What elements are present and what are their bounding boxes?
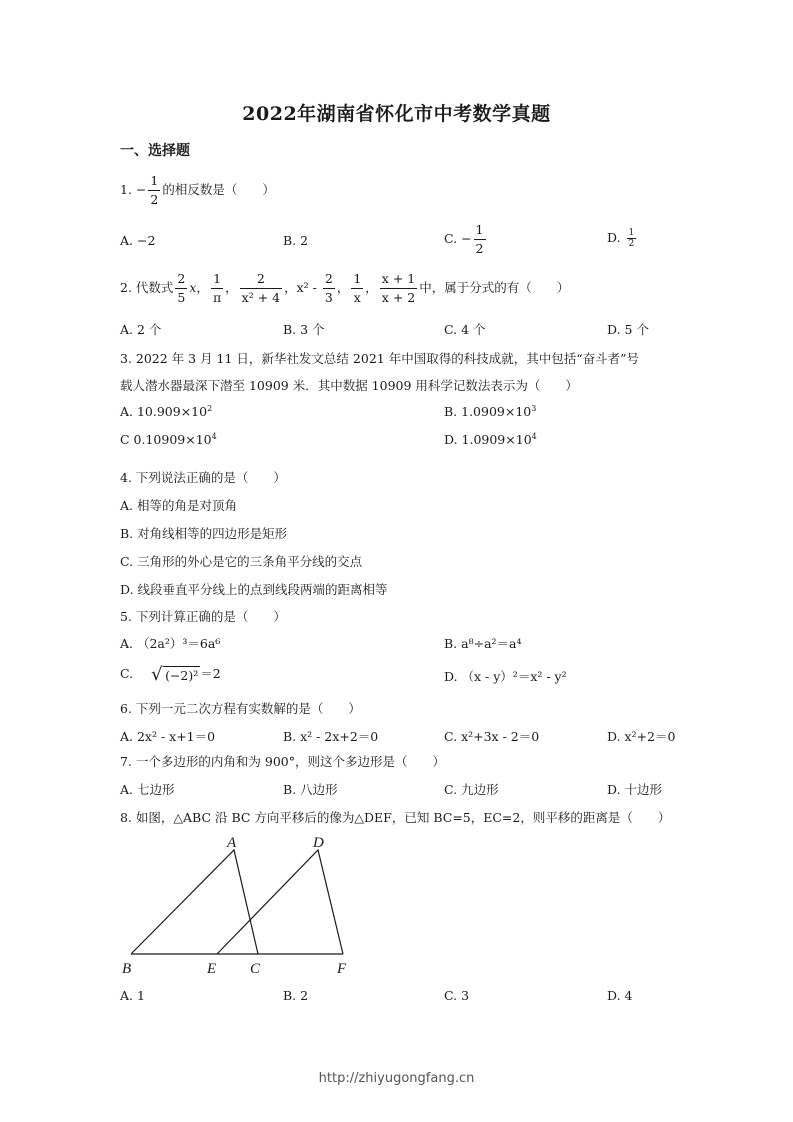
q4-option-a: A. 相等的角是对顶角 — [120, 498, 237, 513]
question-1-stem — [120, 172, 275, 209]
q2-f4-den: 3 — [324, 290, 333, 305]
q1-c-num: 1 — [474, 221, 486, 240]
q6-option-c: C. x²+3x - 2＝0 — [444, 729, 540, 744]
label-a: A — [227, 835, 237, 851]
section-heading: 一、选择题 — [120, 143, 190, 159]
q2-f1-num: 2 — [175, 270, 187, 289]
q7-option-a: A. 七边形 — [120, 782, 175, 797]
q2-x: x — [189, 280, 197, 295]
q8-stem: 8. 如图，△ABC 沿 BC 方向平移后的像为△DEF，已知 BC=5，EC=2，则平移的距离是（ ） — [120, 810, 671, 825]
q1-frac-den: 2 — [150, 192, 159, 207]
q3-option-c — [120, 432, 217, 447]
q7-stem: 7. 一个多边形的内角和为 900°，则这个多边形是（ ） — [120, 754, 445, 769]
q2-option-d: D. 5 个 — [607, 322, 649, 337]
q2-option-a: A. 2 个 — [120, 322, 162, 337]
q2-f2-den: π — [212, 290, 222, 305]
q2-f6-num: x + 1 — [380, 270, 417, 289]
q3-b-exp: 3 — [531, 404, 537, 413]
q1-c-prefix: C. − — [444, 231, 472, 246]
q1-suffix: 的相反数是（ ） — [162, 182, 275, 197]
label-d: D — [313, 835, 324, 851]
q5-option-b: B. a⁸÷a²＝a⁴ — [444, 636, 522, 651]
page-title: 2022年湖南省怀化市中考数学真题 — [242, 103, 551, 125]
q2-f2-num: 1 — [211, 270, 223, 289]
q3-option-d — [444, 432, 537, 447]
q4-option-c: C. 三角形的外心是它的三条角平分线的交点 — [120, 554, 363, 569]
q3-line-2: 载人潜水器最深下潜至 10909 米．其中数据 10909 用科学记数法表示为（ ） — [120, 378, 578, 393]
question-2-stem — [120, 270, 569, 307]
q1-option-d — [607, 228, 638, 249]
q8-option-b: B. 2 — [283, 988, 309, 1003]
q4-stem: 4. 下列说法正确的是（ ） — [120, 470, 286, 485]
q7-option-b: B. 八边形 — [283, 782, 338, 797]
q5-option-c — [120, 664, 221, 683]
q2-option-c: C. 4 个 — [444, 322, 486, 337]
q6-stem: 6. 下列一元二次方程有实数解的是（ ） — [120, 701, 361, 716]
q3-line-1: 3. 2022 年 3 月 11 日，新华社发文总结 2021 年中国取得的科技成就，其中包括“奋斗者”号 — [120, 351, 639, 366]
label-e: E — [207, 961, 217, 977]
q7-option-c: C. 九边形 — [444, 782, 499, 797]
q2-f4-num: 2 — [323, 270, 335, 289]
q2-f3-num: 2 — [240, 270, 282, 289]
q5-stem: 5. 下列计算正确的是（ ） — [120, 609, 286, 624]
sqrt-symbol: √ (−2)² — [151, 664, 199, 685]
q2-f6-den: x + 2 — [381, 290, 416, 305]
q2-prefix: 2. 代数式 — [120, 280, 174, 295]
q8-option-d: D. 4 — [607, 988, 633, 1003]
q5-option-a: A. （2a²）³＝6a⁶ — [120, 636, 221, 651]
q1-frac-num: 1 — [148, 172, 160, 191]
q2-comma: ， — [196, 280, 209, 295]
q2-f5-den: x — [353, 290, 361, 305]
q5-c-label: C. — [120, 666, 134, 681]
q1-d-den: 2 — [628, 239, 635, 249]
q3-d-exp: 4 — [531, 432, 537, 441]
label-c: C — [250, 961, 261, 977]
q2-comma: ， — [365, 280, 378, 295]
q3-option-b — [444, 404, 536, 419]
q7-option-d: D. 十边形 — [607, 782, 663, 797]
q1-fraction — [148, 172, 160, 209]
q4-option-b: B. 对角线相等的四边形是矩形 — [120, 526, 288, 541]
q4-option-d: D. 线段垂直平分线上的点到线段两端的距离相等 — [120, 582, 388, 597]
q8-option-a: A. 1 — [120, 988, 145, 1003]
q2-term4: x² - — [296, 280, 321, 295]
q6-option-a: A. 2x² - x+1＝0 — [120, 729, 216, 744]
q3-b-text: B. 1.0909×10 — [444, 404, 532, 420]
q1-d-prefix: D. — [607, 230, 625, 245]
q2-f1-den: 5 — [177, 290, 186, 305]
q3-c-exp: 4 — [211, 432, 217, 441]
label-f: F — [337, 961, 347, 977]
q8-option-c: C. 3 — [444, 988, 470, 1003]
triangle-def-sides — [217, 850, 343, 954]
q5-c-rest: ＝2 — [200, 666, 221, 681]
q1-d-num: 1 — [628, 228, 635, 238]
label-b: B — [122, 961, 132, 977]
q2-option-b: B. 3 个 — [283, 322, 325, 337]
q3-option-a — [120, 404, 212, 419]
q2-comma: ， — [336, 280, 350, 295]
q3-a-exp: 2 — [207, 404, 213, 413]
q1-prefix: 1. − — [120, 182, 147, 197]
q8-triangle-figure — [110, 833, 370, 981]
q5-c-radicand: (−2)² — [165, 668, 199, 683]
q2-suffix: 中，属于分式的有（ ） — [419, 280, 570, 295]
q6-option-d: D. x²+2＝0 — [607, 729, 676, 744]
q3-d-text: D. 1.0909×10 — [444, 432, 532, 448]
q2-comma: ， — [284, 280, 297, 295]
q5-option-d: D. （x - y）²＝x² - y² — [444, 669, 567, 684]
footer-url: http://zhiyugongfang.cn — [318, 1071, 475, 1086]
q1-c-den: 2 — [475, 241, 484, 256]
q1-option-b: B. 2 — [283, 233, 309, 248]
q1-option-c — [444, 221, 488, 258]
q2-f3-den: x² + 4 — [241, 290, 281, 305]
q2-comma: ， — [225, 280, 238, 295]
q2-f5-num: 1 — [351, 270, 363, 289]
q6-option-b: B. x² - 2x+2＝0 — [283, 729, 379, 744]
q1-option-a: A. −2 — [120, 233, 156, 248]
triangle-abc-sides — [131, 850, 258, 954]
q3-c-text: C 0.10909×10 — [120, 432, 212, 448]
q3-a-text: A. 10.909×10 — [120, 404, 208, 420]
